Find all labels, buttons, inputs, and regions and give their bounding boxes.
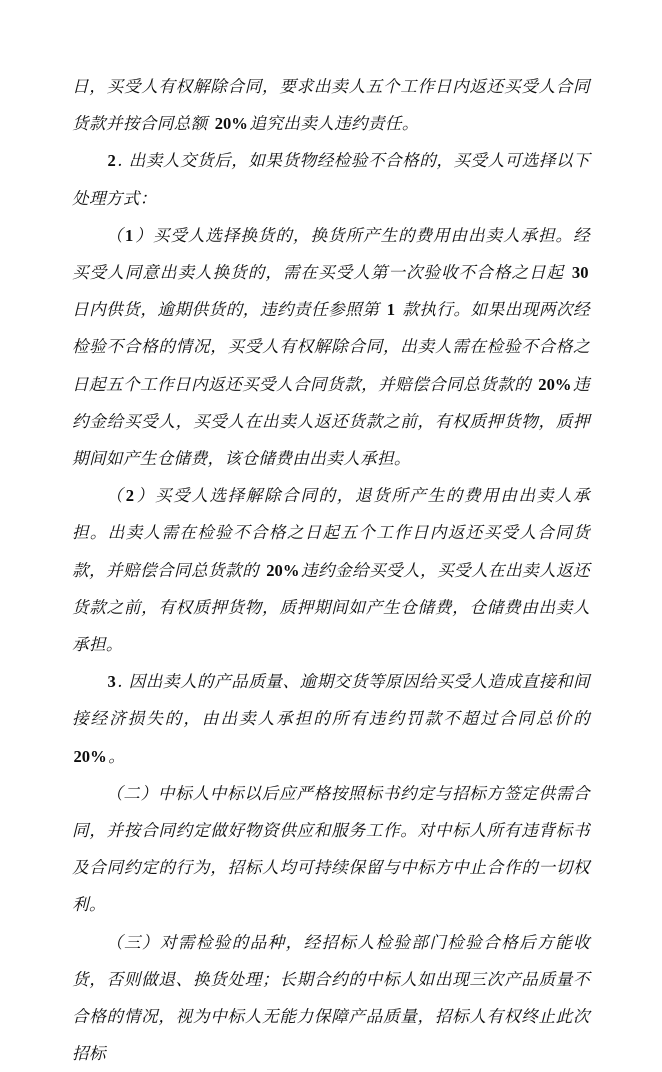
latin-run: 1 <box>125 225 134 245</box>
latin-run: 20% <box>266 560 300 580</box>
latin-run: 20% <box>214 114 248 134</box>
paragraph-p-section-3: （三）对需检验的品种，经招标人检验部门检验合格后方能收货，否则做退、换货处理；长期合约的中标人如出现三次产品质量不合格的情况，视为中标人无能力保障产品质量，招标人有权终止此次招标 <box>72 932 590 1064</box>
latin-run: 3 <box>107 672 116 692</box>
paragraph-p-section-2: （二）中标人中标以后应严格按照标书约定与招标方签定供需合同，并按合同约定做好物资供应和服务工作。对中标人所有违背标书及合同约定的行为，招标人均可持续保留与中标方中止合作的一切权利。 <box>72 783 590 915</box>
paragraph-p-continued-clause-1: 日，买受人有权解除合同，要求出卖人五个工作日内返还买受人合同货款并按合同总额 20%追究出卖人违约责任。 <box>72 77 590 134</box>
paragraph-p-item-2: 2. 出卖人交货后，如果货物经检验不合格的，买受人可选择以下处理方式： <box>72 151 590 208</box>
document-text-body <box>72 68 590 1072</box>
latin-run: 2 <box>125 486 134 506</box>
latin-run: 30 <box>571 263 589 283</box>
latin-run: 20% <box>73 746 107 766</box>
latin-run: 20% <box>538 374 572 394</box>
latin-run: 1 <box>386 300 395 320</box>
paragraph-p-sub-item-1: （1）买受人选择换货的，换货所产生的费用由出卖人承担。经买受人同意出卖人换货的，需在买受人第一次验收不合格之日起 30 日内供货，逾期供货的，违约责任参照第 1 款执行。如果出现两次经检验不合格的情况，买受人有权解除合同，出卖人需在检验不合格之日起五个工作日内返还买受人合同货款，并赔偿合同总货款的 20%违约金给买受人，买受人在出卖人返还货款之前，有权质押货物，质押期间如产生仓储费，该仓储费由出卖人承担。 <box>72 225 590 469</box>
paragraph-p-sub-item-2: （2）买受人选择解除合同的，退货所产生的费用由出卖人承担。出卖人需在检验不合格之日起五个工作日内返还买受人合同货款，并赔偿合同总货款的 20%违约金给买受人，买受人在出卖人返还货款之前，有权质押货物，质押期间如产生仓储费，仓储费由出卖人承担。 <box>72 486 590 655</box>
latin-run: 2 <box>107 151 116 171</box>
paragraph-p-item-3: 3. 因出卖人的产品质量、逾期交货等原因给买受人造成直接和间接经济损失的，由出卖人承担的所有违约罚款不超过合同总价的 20%。 <box>72 672 590 766</box>
